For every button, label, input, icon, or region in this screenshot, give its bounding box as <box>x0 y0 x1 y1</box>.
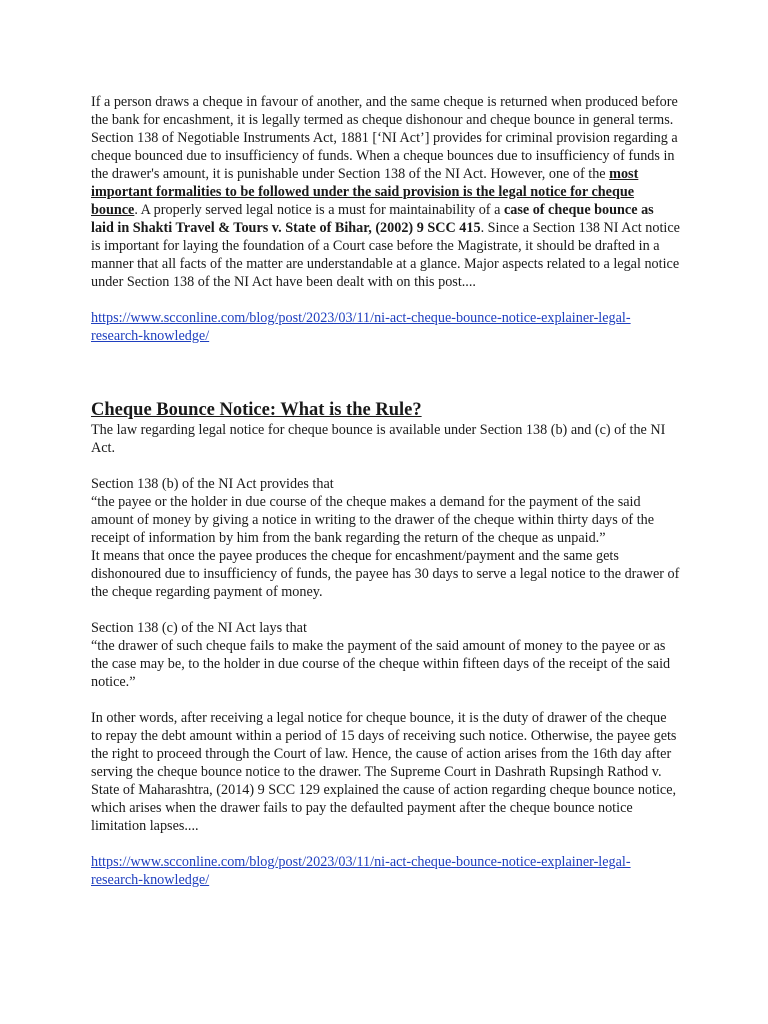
source-link-1[interactable]: https://www.scconline.com/blog/post/2023/03/11/ni-act-cheque-bounce-notice-explainer-legal-research-knowledge/ <box>91 310 631 344</box>
intro-text-a: If a person draws a cheque in favour of another, and the same cheque is returned when produced before the bank for encashment, it is legally termed as cheque dishonour and cheque bounce in general terms. Section 138 of Negotiable Instruments Act, 1881 [‘NI Act’] provides for criminal provision regarding a cheque bounced due to insufficiency of funds. When a cheque bounces due to insufficiency of funds in the drawer's amount, it is punishable under Section 138 of the NI Act. However, one of the <box>91 94 678 182</box>
intro-emphasis-formalities: most important formalities to be followed under the said provision is the legal notice for cheque bounce <box>91 166 639 218</box>
source-link-2[interactable]: https://www.scconline.com/blog/post/2023/03/11/ni-act-cheque-bounce-notice-explainer-legal-research-knowledge/ <box>91 854 631 888</box>
s138c-quote: “the drawer of such cheque fails to make the payment of the said amount of money to the payee or as the case may be, to the holder in due course of the cheque within fifteen days of the receipt of the said notice.” <box>91 638 671 690</box>
intro-emphasis-case: case of cheque bounce as laid in Shakti Travel & Tours v. State of Bihar, (2002) 9 SCC 415 <box>91 202 654 236</box>
section-heading: Cheque Bounce Notice: What is the Rule? <box>91 400 422 420</box>
s138b-label: Section 138 (b) of the NI Act provides that <box>91 476 334 492</box>
section-intro: The law regarding legal notice for cheque bounce is available under Section 138 (b) and (c) of the NI Act. <box>91 422 666 456</box>
intro-paragraph <box>91 93 680 291</box>
s138b-explanation: It means that once the payee produces the cheque for encashment/payment and the same gets dishonoured due to insufficiency of funds, the payee has 30 days to serve a legal notice to the drawer of the cheque regarding payment of money. <box>91 548 680 600</box>
s138b-quote: “the payee or the holder in due course of the cheque makes a demand for the payment of the said amount of money by giving a notice in writing to the drawer of the cheque within thirty days of the receipt of information by him from the bank regarding the return of the cheque as unpaid.” <box>91 494 655 546</box>
s138c-label: Section 138 (c) of the NI Act lays that <box>91 620 307 636</box>
intro-text-b: . A properly served legal notice is a must for maintainability of a <box>134 202 504 218</box>
other-words-paragraph: In other words, after receiving a legal notice for cheque bounce, it is the duty of drawer of the cheque to repay the debt amount within a period of 15 days of receiving such notice. Otherwise, the payee gets the right to proceed through the Court of law. Hence, the cause of action arises from the 16th day after serving the cheque bounce notice to the drawer. The Supreme Court in Dashrath Rupsingh Rathod v. State of Maharashtra, (2014) 9 SCC 129 explained the cause of action regarding cheque bounce notice, which arises when the drawer fails to pay the defaulted payment after the cheque bounce notice limitation lapses.... <box>91 710 677 834</box>
intro-text-c: . Since a Section 138 NI Act notice is important for laying the foundation of a Court case before the Magistrate, it should be drafted in a manner that all facts of the matter are understandable at a glance. Major aspects related to a legal notice under Section 138 of the NI Act have been dealt with on this post.... <box>91 220 680 290</box>
